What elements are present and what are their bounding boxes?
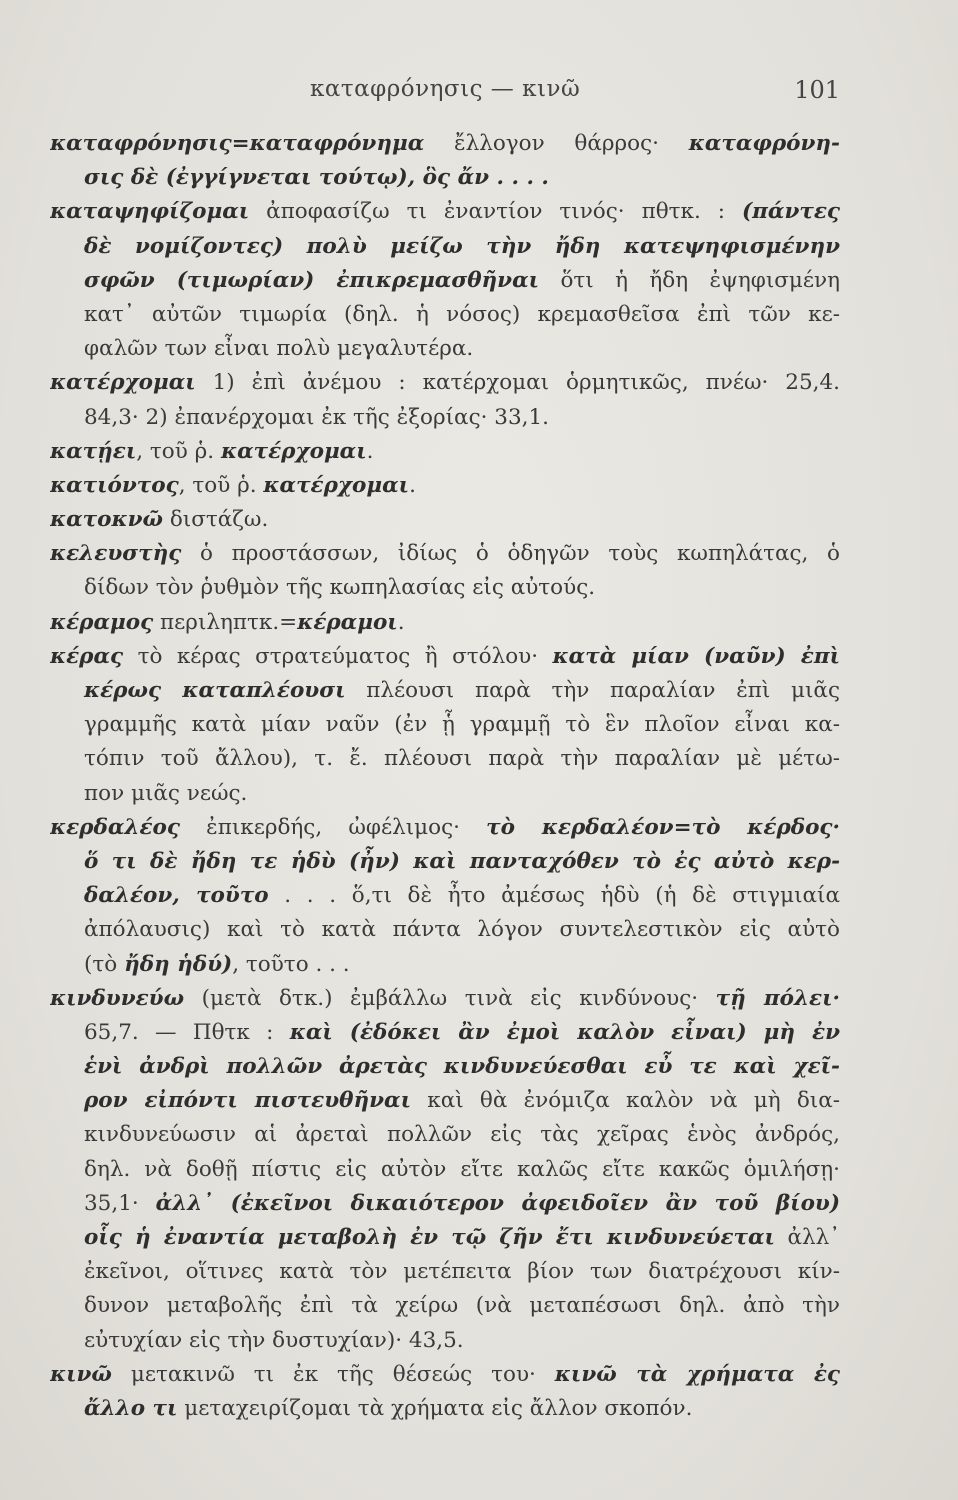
text-line (50, 640, 840, 674)
headword: ρον εἰπόντι πιστευθῆναι (84, 1088, 411, 1114)
text-segment: πον μιᾶς νεώς. (84, 780, 248, 806)
headword: ἤδη ἡδύ) (124, 951, 233, 977)
headword: δαλέον, τοῦτο (84, 883, 269, 909)
text-segment: δίδων τὸν ῥυθμὸν τῆς κωπηλασίας εἰς αὐτούς. (84, 575, 596, 601)
headword: κερδαλέος (50, 814, 180, 840)
text-line (50, 1050, 840, 1084)
headword: κέραμος (50, 609, 154, 635)
headword: καταψηφίζομαι (50, 199, 250, 225)
headword: δὲ νομίζοντες) πολὺ μείζω τὴν ἤδη κατεψηφισμένην (84, 233, 840, 259)
headword: κατέρχομαι (50, 370, 196, 396)
headword: ὅ τι δὲ ἤδη τε ἡδὺ (ἦν) καὶ πανταχόθεν τὸ ἐς αὐτὸ κερ- (84, 848, 840, 874)
headword: καταφρόνη- (688, 131, 840, 156)
text-segment: ἀποφασίζω τι ἐναντίον τινός· πθτκ. : (249, 199, 742, 225)
text-segment: καὶ θὰ ἐνόμιζα καλὸν νὰ μὴ δια- (411, 1088, 840, 1114)
headword: κέραμοι (297, 609, 398, 635)
text-segment: περιληπτκ.= (153, 609, 298, 635)
headword: κατῄει (50, 438, 137, 464)
headword: τῇ πόλει· (715, 985, 840, 1011)
text-line (50, 1358, 840, 1392)
headword: καταφρόνησις=καταφρόνημα (50, 131, 425, 156)
text-line (50, 401, 840, 435)
text-segment: ἔλλογον θάρρος· (424, 131, 689, 156)
text-segment: ἀπόλαυσις) καὶ τὸ κατὰ πάντα λόγον συντελεστικὸν εἰς αὐτὸ (84, 917, 840, 943)
headword: ἀλλ᾽ (ἐκεῖνοι δικαιότερον ἀφειδοῖεν ἂν τοῦ βίου) (155, 1190, 840, 1216)
text-segment: κατ᾽ αὐτῶν τιμωρία (δηλ. ἡ νόσος) κρεμασθεῖσα ἐπὶ τῶν κε- (84, 301, 840, 327)
text-segment: , τοῦτο . . . (232, 951, 350, 977)
headword: (πάντες (742, 199, 840, 225)
text-line (50, 332, 840, 366)
page-number: 101 (794, 76, 840, 104)
text-segment: μετακινῶ τι ἐκ τῆς θέσεώς του· (111, 1361, 555, 1387)
headword: κελευστὴς (50, 541, 182, 567)
text-line (50, 1289, 840, 1323)
text-segment: , τοῦ ῥ. (136, 438, 221, 464)
text-segment: δηλ. νὰ δοθῇ πίστις εἰς αὐτὸν εἴτε καλῶς εἴτε κακῶς ὁμιλήσῃ· (84, 1156, 840, 1182)
text-segment: , τοῦ ῥ. (178, 472, 264, 498)
text-line (50, 1118, 840, 1152)
text-segment: ἐκεῖνοι, οἵτινες κατὰ τὸν μετέπειτα βίον των διατρέχουσι κίν- (84, 1259, 840, 1285)
text-segment: . . . ὅ,τι δὲ ἦτο ἀμέσως ἡδὺ (ἡ δὲ στιγμιαία (268, 883, 840, 909)
text-line (50, 230, 840, 264)
text-line (50, 435, 840, 469)
dictionary-entries (50, 127, 840, 1426)
text-line (50, 127, 840, 161)
text-segment: 65,7. — Πθτκ : (84, 1019, 290, 1045)
text-line (50, 298, 840, 332)
text-segment: ἀλλ᾽ (774, 1225, 840, 1250)
text-segment: ὁ προστάσσων, ἰδίως ὁ ὁδηγῶν τοὺς κωπηλάτας, ὁ (181, 541, 840, 567)
headword: ἑνὶ ἀνδρὶ πολλῶν ἀρετὰς κινδυνεύεσθαι εὖ τε καὶ χεῖ- (84, 1054, 840, 1080)
text-line (50, 195, 840, 229)
text-line (50, 948, 840, 982)
text-line (50, 503, 840, 537)
text-line (50, 606, 840, 640)
headword: κατοκνῶ (50, 507, 163, 533)
text-segment: εὐτυχίαν εἰς τὴν δυστυχίαν)· 43,5. (84, 1327, 464, 1353)
text-line (50, 366, 840, 400)
text-line (50, 1392, 840, 1426)
text-segment: 1) ἐπὶ ἀνέμου : κατέρχομαι ὁρμητικῶς, πνέω· 25,4. (195, 370, 840, 396)
text-line (50, 879, 840, 913)
headword: τὸ κερδαλέον=τὸ κέρδος· (486, 814, 840, 840)
text-line (50, 1324, 840, 1358)
text-line (50, 777, 840, 811)
headword: κινῶ τὰ χρήματα ἐς (554, 1361, 840, 1387)
text-line (50, 537, 840, 571)
text-segment: 84,3· 2) ἐπανέρχομαι ἐκ τῆς ἐξορίας· 33,1. (84, 404, 549, 430)
text-segment: ἐπικερδής, ὠφέλιμος· (179, 814, 487, 840)
headword: οἷς ἡ ἐναντία μεταβολὴ ἐν τῷ ζῆν ἔτι κινδυνεύεται (84, 1225, 775, 1250)
text-segment: δυνον μεταβολῆς ἐπὶ τὰ χείρω (νὰ μεταπέσωσι δηλ. ἀπὸ τὴν (84, 1293, 840, 1319)
headword: κατιόντος (50, 472, 179, 498)
headword: κέρας (50, 643, 124, 669)
text-line (50, 1153, 840, 1187)
text-segment: τὸ κέρας στρατεύματος ἢ στόλου· (123, 643, 553, 669)
text-line (50, 1084, 840, 1118)
headword: κατὰ μίαν (ναῦν) ἐπὶ (552, 643, 840, 669)
text-segment: πλέουσι παρὰ τὴν παραλίαν ἐπὶ μιᾶς (345, 678, 840, 703)
text-line (50, 913, 840, 947)
text-line (50, 1255, 840, 1289)
text-segment: μεταχειρίζομαι τὰ χρήματα εἰς ἄλλον σκοπόν. (177, 1395, 693, 1421)
text-line (50, 845, 840, 879)
headword: κατέρχομαι (263, 472, 410, 498)
headword: κέρως καταπλέουσι (84, 678, 346, 703)
text-line (50, 742, 840, 776)
headword: σις δὲ (ἐγγίγνεται τούτῳ), ὃς ἄν . . . . (84, 165, 549, 191)
headword: κατέρχομαι (220, 438, 367, 464)
text-segment: (μετὰ δτκ.) ἐμβάλλω τινὰ εἰς κινδύνους· (184, 985, 716, 1011)
headword: καὶ (ἐδόκει ἂν ἐμοὶ καλὸν εἶναι) μὴ ἐν (289, 1019, 840, 1045)
text-line (50, 982, 840, 1016)
text-line (50, 571, 840, 605)
text-segment: 35,1· (84, 1190, 156, 1216)
running-head: καταφρόνησις — κινῶ (310, 76, 581, 102)
headword: ἄλλο τι (84, 1395, 178, 1421)
headword: σφῶν (τιμωρίαν) ἐπικρεμασθῆναι (84, 267, 540, 293)
text-segment: . (397, 609, 405, 635)
text-segment: . (409, 472, 416, 498)
text-segment: κινδυνεύωσιν αἱ ἀρεταὶ πολλῶν εἰς τὰς χεῖρας ἑνὸς ἀνδρός, (84, 1122, 840, 1148)
text-line (50, 708, 840, 742)
text-segment: . (366, 438, 374, 464)
text-segment: γραμμῆς κατὰ μίαν ναῦν (ἐν ᾗ γραμμῇ τὸ ἓν πλοῖον εἶναι κα- (84, 712, 840, 738)
text-line (50, 1016, 840, 1050)
page-header (0, 76, 958, 112)
text-segment: τόπιν τοῦ ἄλλου), τ. ἔ. πλέουσι παρὰ τὴν παραλίαν μὲ μέτω- (84, 746, 840, 772)
text-line (50, 161, 840, 195)
text-segment: ὅτι ἡ ἤδη ἐψηφισμένη (539, 267, 840, 293)
text-line (50, 264, 840, 298)
headword: κινδυνεύω (50, 985, 185, 1011)
headword: κινῶ (50, 1361, 112, 1387)
text-line (50, 469, 840, 503)
text-line (50, 674, 840, 708)
text-segment: (τὸ (84, 951, 125, 977)
text-segment: φαλῶν των εἶναι πολὺ μεγαλυτέρα. (84, 336, 474, 362)
text-segment: διστάζω. (162, 507, 269, 533)
text-line (50, 1187, 840, 1221)
text-line (50, 811, 840, 845)
text-line (50, 1221, 840, 1255)
